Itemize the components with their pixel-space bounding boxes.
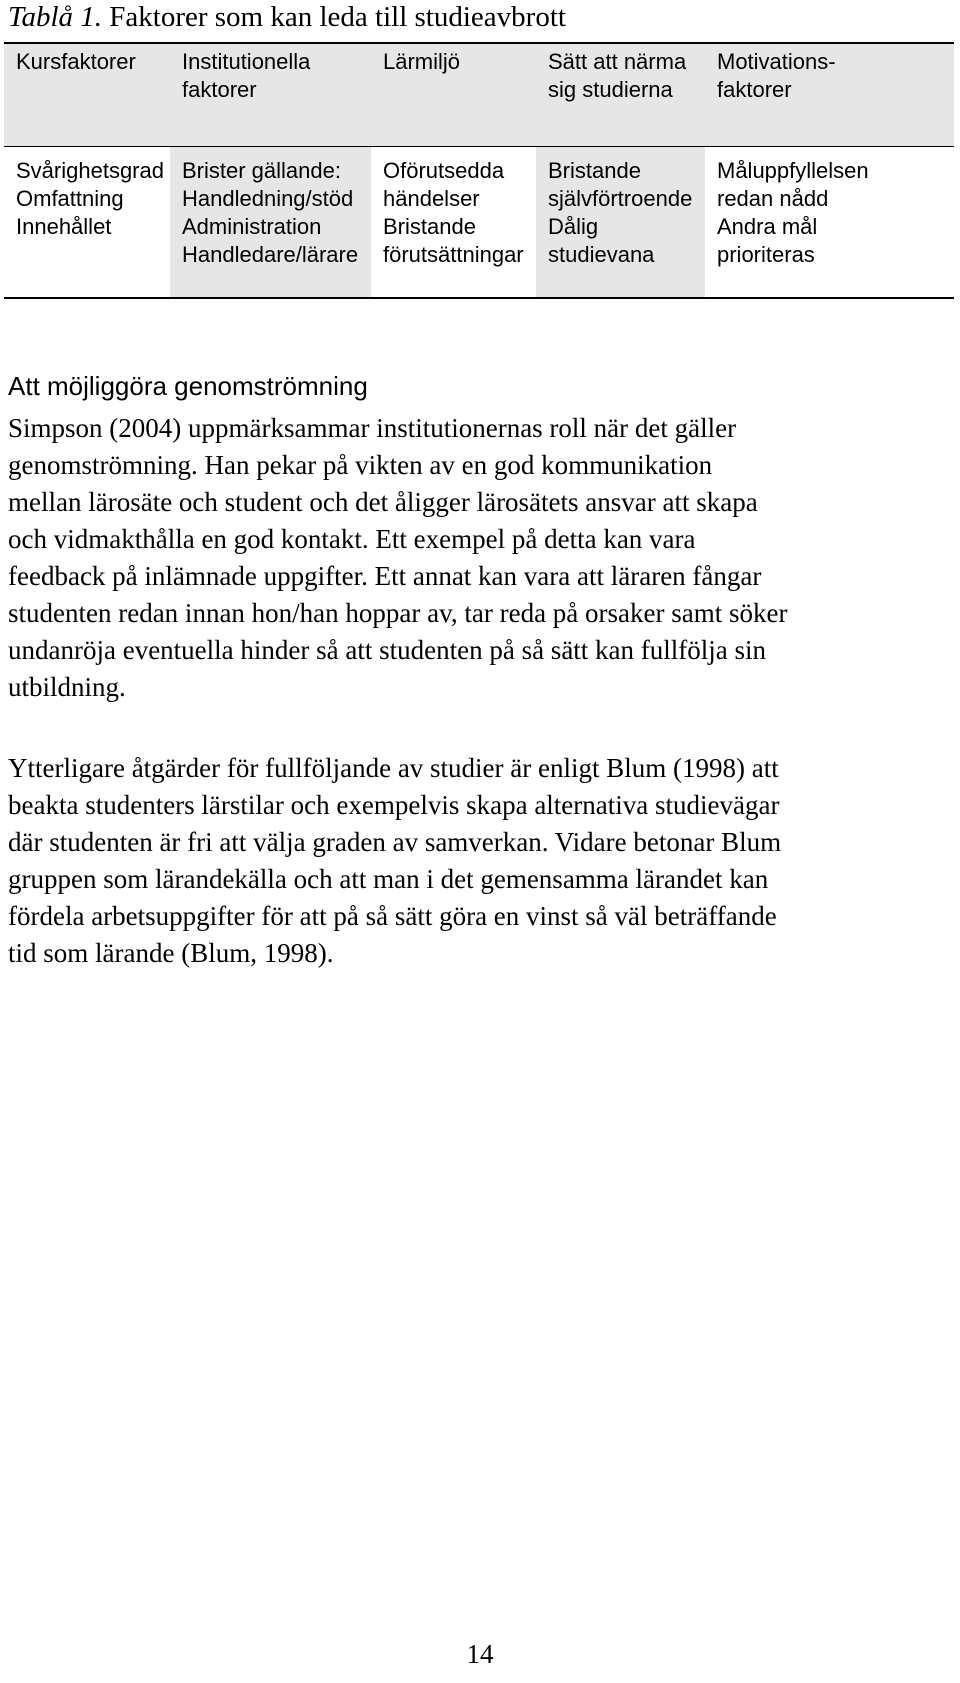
cell-learning-environment: Oförutsedda händelser Bristande förutsättningar: [371, 146, 536, 298]
table-caption-label: Tablå 1.: [8, 1, 103, 33]
paragraph-line: gruppen som lärandekälla och att man i det gemensamma lärandet kan: [8, 864, 769, 894]
paragraph-line: beakta studenters lärstilar och exempelvis skapa alternativa studievägar: [8, 790, 780, 820]
paragraph-line: Simpson (2004) uppmärksammar institutionernas roll när det gäller: [8, 413, 737, 443]
section-heading: Att möjliggöra genomströmning: [8, 371, 368, 401]
paragraph-line: mellan lärosäte och student och det åligger lärosätets ansvar att skapa: [8, 487, 758, 517]
header-study-approach: Sätt att närma sig studierna: [536, 43, 705, 146]
paragraph-line: feedback på inlämnade uppgifter. Ett annat kan vara att läraren fångar: [8, 561, 762, 591]
cell-motivation-factors: Måluppfyllelsen redan nådd Andra mål prioriteras: [705, 146, 954, 298]
paragraph-line: Ytterligare åtgärder för fullföljande av studier är enligt Blum (1998) att: [8, 753, 779, 783]
table-caption-title: Faktorer som kan leda till studieavbrott: [109, 1, 566, 33]
paragraph-line: tid som lärande (Blum, 1998).: [8, 938, 334, 968]
paragraph-line: genomströmning. Han pekar på vikten av en god kommunikation: [8, 450, 713, 480]
paragraph-line: studenten redan innan hon/han hoppar av, tar reda på orsaker samt söker: [8, 598, 788, 628]
cell-institutional-factors: Brister gällande: Handledning/stöd Administration Handledare/lärare: [170, 146, 371, 298]
paragraph-line: där studenten är fri att välja graden av samverkan. Vidare betonar Blum: [8, 827, 782, 857]
header-course-factors: Kursfaktorer: [4, 43, 170, 146]
table-caption: [8, 0, 566, 34]
header-institutional-factors: Institutionella faktorer: [170, 43, 371, 146]
factors-table: [4, 42, 954, 299]
cell-course-factors: Svårighetsgrad Omfattning Innehållet: [4, 146, 170, 298]
table-row: [4, 146, 954, 298]
body-paragraph-2: [8, 750, 948, 972]
paragraph-line: och vidmakthålla en god kontakt. Ett exempel på detta kan vara: [8, 524, 696, 554]
paragraph-line: undanröja eventuella hinder så att studenten på så sätt kan fullfölja sin: [8, 635, 767, 665]
body-paragraph-1: [8, 410, 948, 706]
page-number: 14: [466, 1639, 494, 1669]
table-header-row: [4, 43, 954, 146]
paragraph-line: utbildning.: [8, 672, 126, 702]
cell-study-approach: Bristande självförtroende Dålig studievana: [536, 146, 705, 298]
paragraph-line: fördela arbetsuppgifter för att på så sätt göra en vinst så väl beträffande: [8, 901, 777, 931]
header-motivation-factors: Motivations- faktorer: [705, 43, 954, 146]
header-learning-environment: Lärmiljö: [371, 43, 536, 146]
